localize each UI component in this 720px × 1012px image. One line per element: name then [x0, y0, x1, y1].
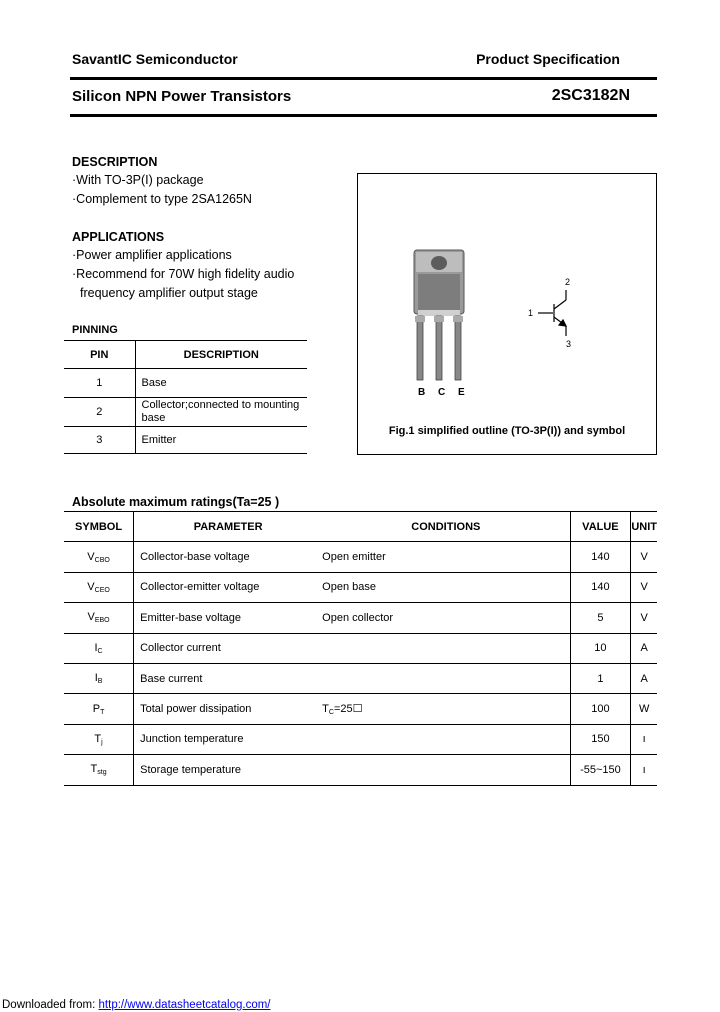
footer-link[interactable]: http://www.datasheetcatalog.com/ — [98, 999, 271, 1011]
condition-subscript: C — [328, 709, 334, 717]
package-outline-drawing — [358, 174, 656, 419]
table-row — [64, 755, 657, 785]
value-cell: 140 — [570, 542, 631, 572]
symbol-subscript: EBO — [94, 617, 110, 625]
unit-cell: V — [640, 551, 648, 564]
symbol-pin-3: 3 — [566, 339, 572, 349]
table-row — [64, 603, 657, 633]
ratings-title: Absolute maximum ratings(Ta=25 ) — [72, 495, 280, 509]
symbol-subscript: C — [97, 647, 103, 655]
unit-cell: A — [640, 642, 648, 655]
parameter-header: PARAMETER — [193, 520, 263, 533]
unit-cell: A — [640, 672, 648, 685]
product-family: Silicon NPN Power Transistors — [72, 88, 292, 105]
lead-label-e: E — [458, 387, 465, 398]
ratings-table — [64, 511, 657, 786]
unit-cell: W — [638, 703, 650, 716]
symbol-main: V — [87, 550, 95, 563]
value-header: VALUE — [570, 512, 631, 542]
symbol-subscript: T — [100, 708, 105, 716]
symbol-cell — [64, 603, 134, 633]
unit-cell: V — [640, 581, 648, 594]
value-cell: 150 — [570, 724, 631, 754]
conditions-cell — [322, 694, 570, 724]
conditions-cell: Open emitter — [322, 542, 570, 572]
value-cell: 5 — [570, 603, 631, 633]
value-cell: 140 — [570, 572, 631, 602]
parameter-cell: Junction temperature — [140, 733, 244, 746]
applications-line: ·Recommend for 70W high fidelity audio — [72, 267, 295, 281]
applications-line: ·Power amplifier applications — [72, 248, 232, 262]
lead-label-c: C — [438, 387, 446, 398]
unit-cell: ı — [642, 763, 646, 776]
pin-number: 3 — [64, 427, 135, 454]
value-cell: 1 — [570, 663, 631, 693]
parameter-cell: Collector-base voltage — [140, 551, 250, 564]
symbol-main: I — [94, 672, 98, 685]
symbol-subscript: j — [101, 738, 103, 746]
conditions-cell: Open base — [322, 572, 570, 602]
symbol-cell — [64, 633, 134, 663]
parameter-cell: Emitter-base voltage — [140, 611, 241, 624]
condition-main: T — [322, 703, 329, 716]
table-row — [64, 633, 657, 663]
conditions-cell — [322, 755, 570, 785]
symbol-pin-2: 2 — [565, 277, 571, 287]
header-rule-bottom — [70, 114, 657, 117]
table-row — [64, 369, 307, 398]
description-line: ·Complement to type 2SA1265N — [72, 192, 252, 206]
unit-cell: ı — [642, 733, 646, 746]
unit-cell: V — [640, 611, 648, 624]
pin-description: Emitter — [141, 434, 177, 446]
symbol-main: T — [90, 763, 98, 776]
applications-line: frequency amplifier output stage — [80, 286, 258, 300]
figure-caption: Fig.1 simplified outline (TO-3P(I)) and symbol — [388, 425, 626, 437]
pin-description: Collector;connected to mounting base — [141, 399, 300, 424]
parameter-cell: Total power dissipation — [140, 703, 252, 716]
company-name: SavantIC Semiconductor — [72, 51, 238, 67]
symbol-cell — [64, 542, 134, 572]
symbol-cell — [64, 663, 134, 693]
table-row — [64, 694, 657, 724]
parameter-cell: Storage temperature — [140, 763, 241, 776]
symbol-pin-1: 1 — [528, 308, 534, 318]
to3p-package-icon — [414, 250, 464, 380]
table-row — [64, 572, 657, 602]
pinning-table — [64, 340, 307, 454]
footer-prefix: Downloaded from: — [2, 999, 96, 1011]
value-cell: 100 — [570, 694, 631, 724]
parameter-cell: Collector current — [140, 642, 221, 655]
value-cell: 10 — [570, 633, 631, 663]
unit-header: UNIT — [631, 520, 657, 533]
symbol-main: P — [92, 702, 101, 715]
doc-type: Product Specification — [476, 51, 620, 67]
symbol-main: T — [94, 732, 102, 745]
symbol-main: V — [87, 580, 95, 593]
symbol-main: I — [94, 641, 98, 654]
description-line: ·With TO-3P(I) package — [72, 173, 204, 187]
symbol-subscript: B — [97, 678, 103, 686]
pin-number: 1 — [64, 369, 135, 398]
conditions-cell — [322, 633, 570, 663]
pin-header: PIN — [64, 341, 135, 369]
pin-number: 2 — [64, 398, 135, 427]
conditions-cell — [322, 724, 570, 754]
symbol-main: V — [87, 611, 95, 624]
conditions-cell — [322, 663, 570, 693]
download-footer — [2, 999, 271, 1011]
table-row — [64, 724, 657, 754]
symbol-header: SYMBOL — [64, 512, 134, 542]
table-row — [64, 542, 657, 572]
conditions-header: CONDITIONS — [322, 512, 570, 542]
pin-desc-header: DESCRIPTION — [183, 348, 259, 361]
symbol-cell — [64, 755, 134, 785]
parameter-cell: Base current — [140, 672, 203, 685]
pinning-title: PINNING — [72, 324, 118, 336]
table-header-row — [64, 512, 657, 542]
condition-tail: =25☐ — [333, 703, 363, 716]
description-title: DESCRIPTION — [72, 155, 158, 169]
applications-title: APPLICATIONS — [72, 230, 165, 244]
table-header-row — [64, 341, 307, 369]
pin-description: Base — [141, 377, 167, 389]
table-row — [64, 398, 307, 427]
parameter-cell: Collector-emitter voltage — [140, 581, 260, 594]
part-number: 2SC3182N — [551, 87, 630, 104]
table-row — [64, 427, 307, 454]
symbol-subscript: CBO — [94, 556, 110, 564]
symbol-cell — [64, 572, 134, 602]
symbol-subscript: stg — [97, 769, 107, 777]
lead-label-b: B — [418, 387, 426, 398]
value-cell: -55~150 — [570, 755, 631, 785]
table-row — [64, 663, 657, 693]
symbol-subscript: CEO — [94, 586, 110, 594]
symbol-cell — [64, 694, 134, 724]
npn-transistor-symbol-icon — [538, 290, 566, 336]
conditions-cell: Open collector — [322, 603, 570, 633]
header-rule-top — [70, 77, 657, 80]
symbol-cell — [64, 724, 134, 754]
